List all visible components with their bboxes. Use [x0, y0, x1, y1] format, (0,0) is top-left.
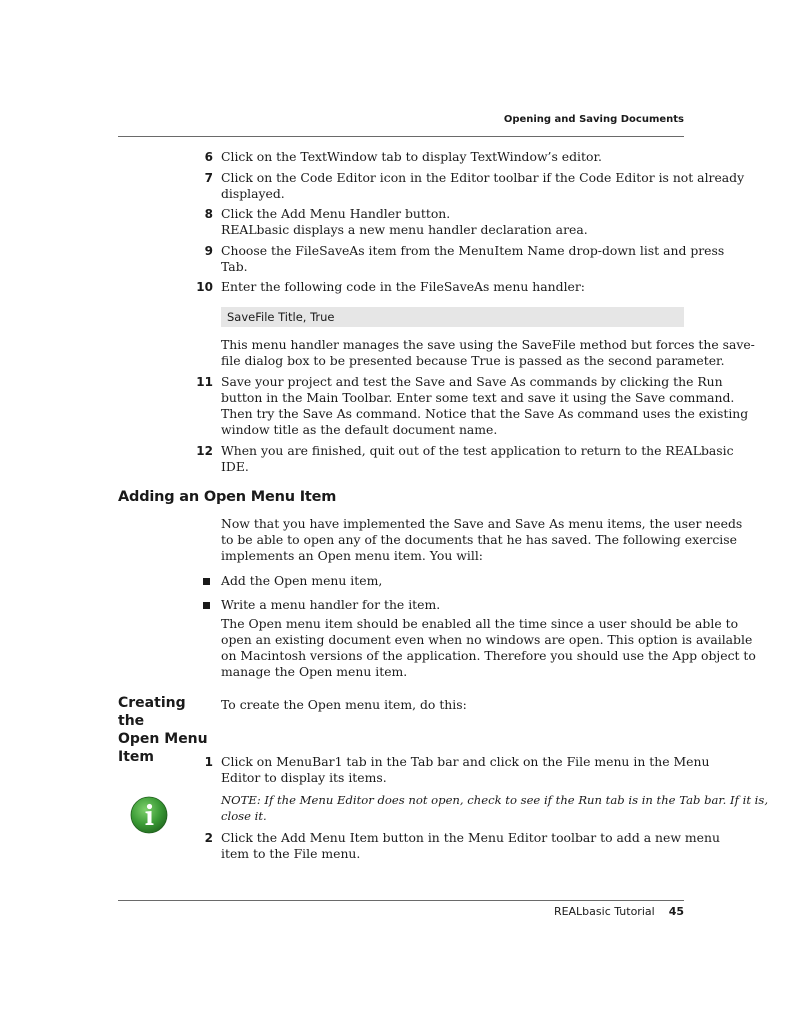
- step-number: 6: [204, 150, 213, 164]
- header-rule: [118, 136, 684, 137]
- paragraph-line: implements an Open menu item. You will:: [221, 548, 483, 563]
- heading-line: Open Menu: [118, 731, 208, 747]
- step-number: 8: [204, 207, 213, 221]
- page-number: 45: [668, 905, 684, 918]
- step-text: Enter the following code in the FileSaveAs menu handler:: [221, 279, 585, 294]
- section-intro: [221, 516, 743, 564]
- bullet-square-icon: [203, 602, 210, 609]
- step-item: [204, 754, 710, 786]
- step-number: 1: [204, 755, 213, 769]
- subsection-intro: [221, 697, 684, 713]
- paragraph-line: file dialog box to be presented because True is passed as the second parameter.: [221, 353, 725, 368]
- step-text: Then try the Save As command. Notice that the Save As command uses the existing: [221, 406, 749, 421]
- bullet-item: [221, 573, 684, 589]
- step-number: 9: [204, 244, 213, 258]
- section-paragraph: [221, 616, 756, 680]
- paragraph-line: open an existing document even when no windows are open. This option is available: [221, 632, 753, 647]
- step-item: [196, 443, 734, 475]
- step-text: Click on the Code Editor icon in the Editor toolbar if the Code Editor is not already: [221, 170, 745, 185]
- info-icon: [130, 796, 168, 834]
- step-number: 12: [196, 444, 213, 458]
- step-text: window title as the default document name.: [221, 422, 498, 437]
- step-item: [204, 149, 684, 165]
- step-text: displayed.: [221, 186, 285, 201]
- bullet-square-icon: [203, 578, 210, 585]
- bullet-text: Add the Open menu item,: [221, 573, 383, 588]
- note-text: [221, 792, 769, 824]
- bullet-text: Write a menu handler for the item.: [221, 597, 441, 612]
- step-item: [204, 206, 684, 238]
- step-item: [204, 243, 725, 275]
- running-header: Opening and Saving Documents: [503, 114, 684, 125]
- step-item: [196, 279, 684, 295]
- paragraph-line: Now that you have implemented the Save and Save As menu items, the user needs: [221, 516, 743, 531]
- step-text: Save your project and test the Save and Save As commands by clicking the Run: [221, 374, 723, 389]
- step-text: Choose the FileSaveAs item from the MenuItem Name drop-down list and press: [221, 243, 725, 258]
- note-line: NOTE: If the Menu Editor does not open, check to see if the Run tab is in the Tab bar. If it is,: [221, 793, 769, 807]
- footer-title: REALbasic Tutorial: [553, 905, 655, 918]
- step-number: 7: [204, 171, 213, 185]
- step-text: Click the Add Menu Handler button.: [221, 206, 451, 221]
- step-text: item to the File menu.: [221, 846, 361, 861]
- heading-line: Creating the: [118, 695, 186, 729]
- section-heading: Adding an Open Menu Item: [118, 489, 337, 505]
- code-block: SaveFile Title, True: [221, 307, 684, 327]
- step-number: 10: [196, 280, 213, 294]
- bullet-item: [221, 597, 684, 613]
- step-text: Editor to display its items.: [221, 770, 387, 785]
- footer-rule: [118, 900, 684, 901]
- note-line: close it.: [221, 809, 267, 823]
- step-text: IDE.: [221, 459, 249, 474]
- code-explanation: [221, 337, 755, 369]
- paragraph-line: The Open menu item should be enabled all the time since a user should be able to: [221, 616, 739, 631]
- paragraph-line: To create the Open menu item, do this:: [221, 697, 467, 712]
- paragraph-line: on Macintosh versions of the application. Therefore you should use the App object to: [221, 648, 756, 663]
- step-text: Click on MenuBar1 tab in the Tab bar and click on the File menu in the Menu: [221, 754, 710, 769]
- step-text: When you are finished, quit out of the test application to return to the REALbasic: [221, 443, 734, 458]
- step-item: [204, 170, 745, 202]
- step-number: 2: [204, 831, 213, 845]
- paragraph-line: to be able to open any of the documents that he has saved. The following exercise: [221, 532, 737, 547]
- step-item: [196, 374, 749, 438]
- step-text: Tab.: [221, 259, 248, 274]
- step-item: [204, 830, 720, 862]
- step-text: REALbasic displays a new menu handler declaration area.: [221, 222, 588, 237]
- heading-line: Item: [118, 749, 154, 765]
- step-text: button in the Main Toolbar. Enter some text and save it using the Save command.: [221, 390, 735, 405]
- paragraph-line: manage the Open menu item.: [221, 664, 408, 679]
- step-text: Click on the TextWindow tab to display TextWindow’s editor.: [221, 149, 602, 164]
- step-text: Click the Add Menu Item button in the Menu Editor toolbar to add a new menu: [221, 830, 720, 845]
- footer: [118, 905, 684, 918]
- paragraph-line: This menu handler manages the save using the SaveFile method but forces the save-: [221, 337, 755, 352]
- step-number: 11: [196, 375, 213, 389]
